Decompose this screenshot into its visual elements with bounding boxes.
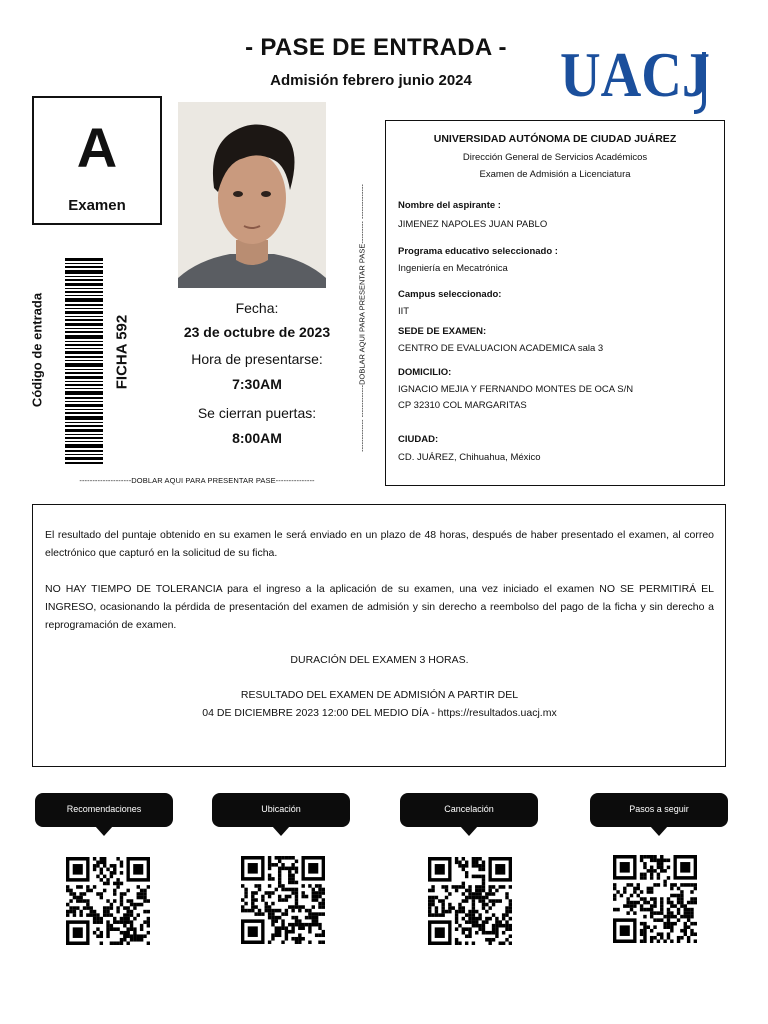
- exam-type-box: [32, 96, 162, 225]
- exam-letter: A: [76, 116, 118, 179]
- applicant-name-value: JIMENEZ NAPOLES JUAN PABLO: [398, 219, 548, 230]
- barcode-image: [65, 258, 103, 464]
- qr-code-recomendaciones[interactable]: [66, 857, 150, 945]
- qr-callout-cancelacion: [400, 793, 538, 827]
- exam-duration-text: DURACIÓN DEL EXAMEN 3 HORAS.: [290, 654, 469, 666]
- applicant-info-box: [385, 120, 725, 486]
- exam-type-name: Examen de Admisión a Licenciatura: [479, 169, 631, 180]
- close-label: Se cierran puertas:: [197, 405, 317, 421]
- exam-venue-label: SEDE DE EXAMEN:: [398, 326, 487, 337]
- qr-code-pasos[interactable]: [613, 855, 697, 943]
- close-value: 8:00AM: [232, 430, 282, 446]
- pass-title: - PASE DE ENTRADA -: [245, 34, 507, 61]
- exam-venue-value: CENTRO DE EVALUACION ACADEMICA sala 3: [398, 343, 604, 354]
- notice-results-text: El resultado del puntaje obtenido en su examen le será enviado en un plazo de 48 horas, después de haber presentado el examen, al correo electrónico que capturó en la solicitud de su ficha.: [45, 529, 714, 559]
- ficha-number: FICHA 592: [113, 314, 131, 390]
- campus-value: IIT: [398, 306, 410, 317]
- results-date-line2: 04 DE DICIEMBRE 2023 12:00 DEL MEDIO DÍA - https://resultados.uacj.mx: [202, 707, 557, 719]
- qr-label-ubicacion: Ubicación: [261, 804, 301, 814]
- entry-code-label: Código de entrada: [29, 292, 45, 408]
- qr-label-cancelacion: Cancelación: [444, 804, 494, 814]
- program-label: Programa educativo seleccionado :: [398, 246, 558, 257]
- address-label: DOMICILIO:: [398, 367, 452, 378]
- exam-label: Examen: [68, 197, 126, 214]
- city-value: CD. JUÁREZ, Chihuahua, México: [398, 452, 541, 463]
- date-value: 23 de octubre de 2023: [183, 324, 331, 340]
- campus-label: Campus seleccionado:: [398, 289, 502, 300]
- applicant-name-label: Nombre del aspirante :: [398, 200, 501, 211]
- qr-callout-pasos: [590, 793, 728, 827]
- svg-text:UACJ: UACJ: [560, 39, 710, 110]
- program-value: Ingeniería en Mecatrónica: [398, 263, 508, 274]
- time-value: 7:30AM: [232, 376, 282, 392]
- qr-label-pasos: Pasos a seguir: [629, 804, 689, 814]
- qr-code-ubicacion[interactable]: [241, 856, 325, 944]
- applicant-photo: [178, 102, 326, 288]
- results-date-line1: RESULTADO DEL EXAMEN DE ADMISIÓN A PARTIR DEL: [240, 689, 519, 701]
- qr-label-recomendaciones: Recomendaciones: [66, 804, 142, 814]
- pass-subtitle: Admisión febrero junio 2024: [270, 72, 472, 89]
- university-name: UNIVERSIDAD AUTÓNOMA DE CIUDAD JUÁREZ: [433, 133, 677, 145]
- department-name: Dirección General de Servicios Académicos: [462, 152, 648, 163]
- date-label: Fecha:: [235, 300, 279, 316]
- time-label: Hora de presentarse:: [191, 351, 323, 367]
- city-label: CIUDAD:: [398, 434, 439, 445]
- qr-callout-recomendaciones: [35, 793, 173, 827]
- notice-tolerance-text: NO HAY TIEMPO DE TOLERANCIA para el ingreso a la aplicación de su examen, una vez iniciado el examen NO SE PERMITIRÁ EL INGRESO, ocasionando la pérdida de presentación del examen de admisión y sin derecho a reembolso del pago de la ficha y sin derecho a reprogramación de examen.: [45, 583, 714, 631]
- fold-line-horizontal: --------------------DOBLAR AQUI PARA PRESENTAR PASE---------------: [79, 476, 315, 485]
- qr-callout-ubicacion: [212, 793, 350, 827]
- qr-code-cancelacion[interactable]: [428, 857, 512, 945]
- address-value: IGNACIO MEJIA Y FERNANDO MONTES DE OCA S/N CP 32310 COL MARGARITAS: [398, 384, 634, 411]
- fold-line-vertical: ------------- -------------DOBLAR AQUI PARA PRESENTAR PASE--------- --------------: [357, 184, 367, 452]
- uacj-logo: [558, 36, 720, 114]
- exam-notice-box: [32, 504, 726, 767]
